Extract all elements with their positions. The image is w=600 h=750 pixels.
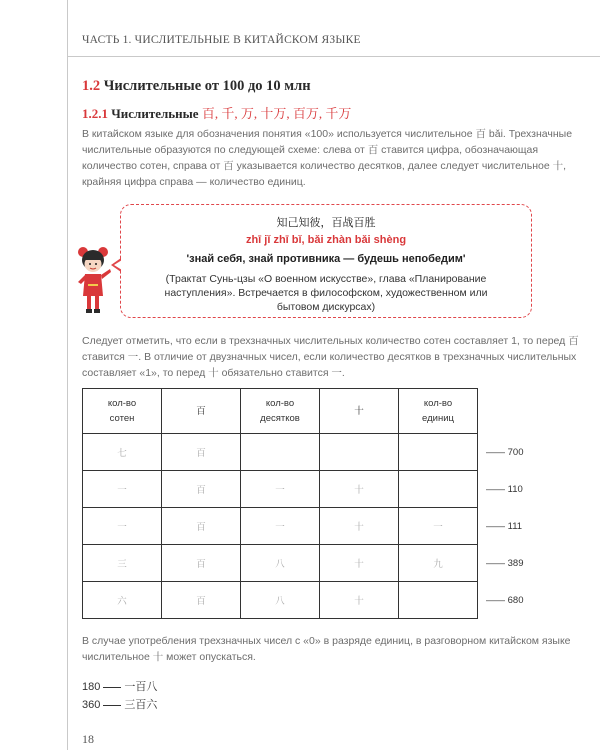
callout-pointer-inner <box>114 260 122 270</box>
table-cell: 百 <box>162 545 241 582</box>
table-cell: 十 <box>320 582 399 619</box>
running-header: ЧАСТЬ 1. ЧИСЛИТЕЛЬНЫЕ В КИТАЙСКОМ ЯЗЫКЕ <box>82 34 361 46</box>
table-cell: 百 <box>162 582 241 619</box>
table-cell <box>320 434 399 471</box>
proverb-callout <box>120 204 532 318</box>
example-number: 360 <box>82 699 101 711</box>
table-cell: 一 <box>83 471 162 508</box>
table-cell: 一 <box>241 508 320 545</box>
table-header-bai: 百 <box>162 389 241 434</box>
page-number: 18 <box>82 732 94 746</box>
subsection-hanzi: 百, 千, 万, 十万, 百万, 千万 <box>201 106 352 121</box>
table-cell: 十 <box>320 508 399 545</box>
table-cell: 十 <box>320 545 399 582</box>
example-hanzi: 三百六 <box>124 699 158 711</box>
table-cell <box>399 434 478 471</box>
subsection-title-text: Числительные <box>111 106 199 121</box>
section-title-text: Числительные от 100 до 10 млн <box>103 78 311 94</box>
table-cell: 八 <box>241 545 320 582</box>
section-title <box>82 78 311 95</box>
table-row <box>83 434 549 471</box>
example-dash <box>103 705 121 706</box>
zero-units-paragraph: В случае употребления трехзначных чисел с «0» в разряде единиц, в разговорном китайском языке числительное 十 может опускаться. <box>82 635 571 663</box>
table-header-tens: кол-во десятков <box>241 389 320 434</box>
table-cell <box>241 434 320 471</box>
girl-illustration <box>75 244 111 316</box>
section-number: 1.2 <box>82 78 101 94</box>
rule-paragraph: Следует отметить, что если в трехзначных числительных количество сотен составляет 1, то перед 百 ставится 一. В отличие от двузначных чисел, если количество десятков в трехзначных числительных составляет «1», то перед 十 обязательно ставится 一. <box>82 335 579 379</box>
table-cell: 七 <box>83 434 162 471</box>
example-dash <box>103 687 121 688</box>
proverb-pinyin: zhī jǐ zhī bǐ, bǎi zhàn bǎi shèng <box>245 234 407 246</box>
table-cell: 一 <box>83 508 162 545</box>
table-answer: —— 700 <box>486 446 524 458</box>
table-cell: 百 <box>162 434 241 471</box>
intro-paragraph: В китайском языке для обозначения понятия «100» используется числительное 百 bǎi. Трехзначные числительные образуются по следующей схеме: слева от 百 ставится цифра, обозначающая количество сотен, справа от 百 указывается количество десятков, далее следует числительное 十, крайняя цифра справа — количество единиц. <box>82 128 573 188</box>
table-cell: 一 <box>399 508 478 545</box>
table-cell: 百 <box>162 471 241 508</box>
example-hanzi: 一百八 <box>124 681 158 693</box>
table-answer: —— 680 <box>486 594 524 606</box>
proverb-chinese: 知己知彼，百战百胜 <box>276 217 376 229</box>
table-cell: 三 <box>83 545 162 582</box>
example-number: 180 <box>82 681 101 693</box>
proverb-translation: 'знай себя, знай противника — будешь непобедим' <box>186 253 466 265</box>
table-header-gap <box>478 389 549 434</box>
table-cell: 九 <box>399 545 478 582</box>
table-cell: 十 <box>320 471 399 508</box>
table-answer: —— 110 <box>486 483 523 495</box>
table-header-row <box>83 389 549 434</box>
table-cell <box>399 471 478 508</box>
example-line <box>82 678 157 694</box>
table-answer: —— 389 <box>486 557 524 569</box>
table-row <box>83 545 549 582</box>
table-header-units: кол-во единиц <box>399 389 478 434</box>
table-header-hundreds: кол-во сотен <box>83 389 162 434</box>
table-cell: 八 <box>241 582 320 619</box>
table-cell <box>399 582 478 619</box>
table-answer: —— 111 <box>486 520 523 532</box>
table-row <box>83 471 549 508</box>
example-line <box>82 696 157 712</box>
table-header-shi: 十 <box>320 389 399 434</box>
table-row <box>83 508 549 545</box>
page-margin-rule <box>67 0 68 750</box>
table-cell: 六 <box>83 582 162 619</box>
proverb-source: (Трактат Сунь-цзы «О военном искусстве», глава «Планирование наступления». Встречается в философском, художественном или бытовом дискурсах) <box>164 273 488 313</box>
hundreds-table <box>82 388 549 619</box>
subsection-title <box>82 103 351 122</box>
table-row <box>83 582 549 619</box>
subsection-number: 1.2.1 <box>82 106 108 121</box>
header-divider <box>67 56 600 57</box>
table-cell: 百 <box>162 508 241 545</box>
table-cell: 一 <box>241 471 320 508</box>
